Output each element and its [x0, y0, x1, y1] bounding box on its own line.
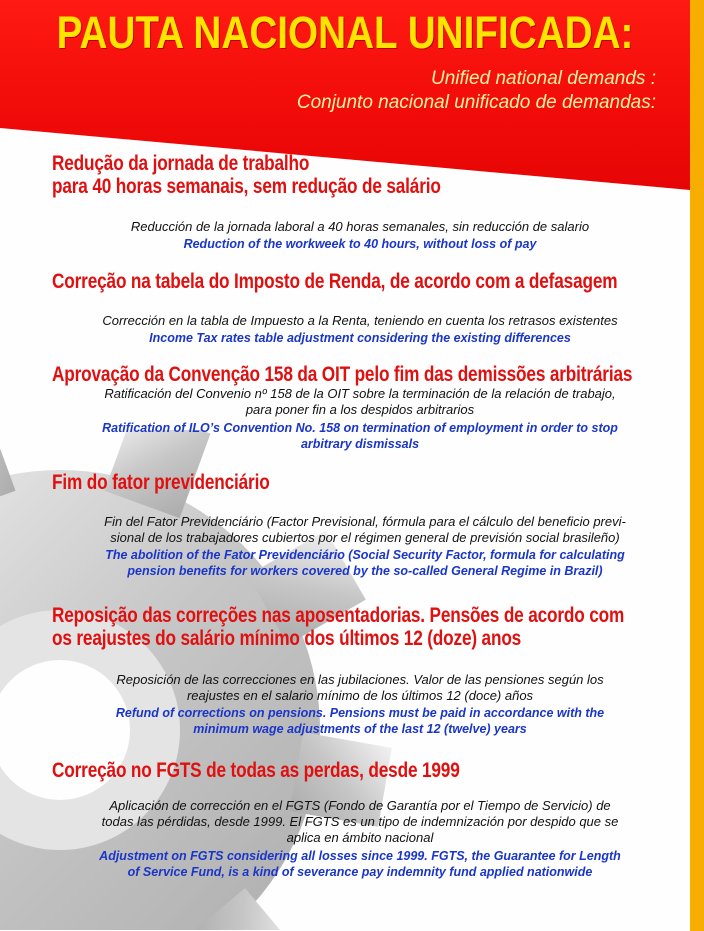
demand-heading: Reposição das correções nas aposentadorias. Pensões de acordo com	[52, 604, 625, 627]
subtitle-es: Conjunto nacional unificado de demandas:	[296, 92, 656, 113]
demand-spanish: aplica en ámbito nacional	[286, 830, 434, 845]
demand-english: Refund of corrections on pensions. Pensions must be paid in accordance with the	[115, 706, 605, 720]
demand-spanish: todas las pérdidas, desde 1999. El FGTS es un tipo de indemnización por despido que se	[101, 814, 619, 829]
demand-heading: Redução da jornada de trabalho	[52, 152, 310, 175]
page-title: PAUTA NACIONAL UNIFICADA:	[56, 7, 634, 58]
demand-english: minimum wage adjustments of the last 12 (twelve) years	[193, 722, 527, 736]
demand-heading: Correção no FGTS de todas as perdas, desde 1999	[52, 759, 460, 782]
demand-spanish: reajustes en el salario mínimo de los últimos 12 (doce) años	[186, 688, 534, 703]
subtitle-en: Unified national demands :	[431, 68, 656, 89]
side-stripe	[690, 0, 704, 931]
demand-heading: Fim do fator previdenciário	[52, 471, 270, 494]
demand-spanish: Reducción de la jornada laboral a 40 horas semanales, sin reducción de salario	[130, 219, 590, 234]
demand-spanish: Reposición de las correcciones en las jubilaciones. Valor de las pensiones según los	[116, 672, 604, 687]
demand-spanish: para poner fin a los despidos arbitrarios	[245, 402, 475, 417]
demand-spanish: Aplicación de corrección en el FGTS (Fondo de Garantía por el Tiempo de Servicio) de	[109, 798, 611, 813]
demand-spanish: sional de los trabajadores cubiertos por el régimen general de previsión social brasileño)	[110, 530, 620, 545]
demand-english: Income Tax rates table adjustment considering the existing differences	[149, 331, 571, 345]
demand-spanish: Ratificación del Convenio nº 158 de la OIT sobre la terminación de la relación de trabajo,	[104, 386, 616, 401]
demand-english: of Service Fund, is a kind of severance pay indemnity fund applied nationwide	[127, 865, 593, 879]
demand-heading: para 40 horas semanais, sem redução de salário	[52, 175, 441, 198]
demand-heading: Correção na tabela do Imposto de Renda, de acordo com a defasagem	[52, 270, 618, 293]
demand-english: The abolition of the Fator Previdenciário (Social Security Factor, formula for calculating	[105, 548, 625, 562]
demand-english: arbitrary dismissals	[300, 437, 420, 451]
demand-english: pension benefits for workers covered by the so-called General Regime in Brazil)	[127, 564, 603, 578]
demand-english: Reduction of the workweek to 40 hours, without loss of pay	[183, 237, 537, 251]
demand-heading: Aprovação da Convenção 158 da OIT pelo fim das demissões arbitrárias	[52, 363, 633, 386]
demand-english: Adjustment on FGTS considering all losses since 1999. FGTS, the Guarantee for Length	[99, 849, 621, 863]
demand-spanish: Corrección en la tabla de Impuesto a la Renta, teniendo en cuenta los retrasos existentes	[102, 313, 618, 328]
demand-spanish: Fin del Fator Previdenciário (Factor Previsional, fórmula para el cálculo del beneficio previ-	[104, 514, 626, 529]
demand-heading: os reajustes do salário mínimo dos últimos 12 (doze) anos	[52, 627, 522, 650]
demand-english: Ratification of ILO’s Convention No. 158 on termination of employment in order to stop	[102, 421, 618, 435]
